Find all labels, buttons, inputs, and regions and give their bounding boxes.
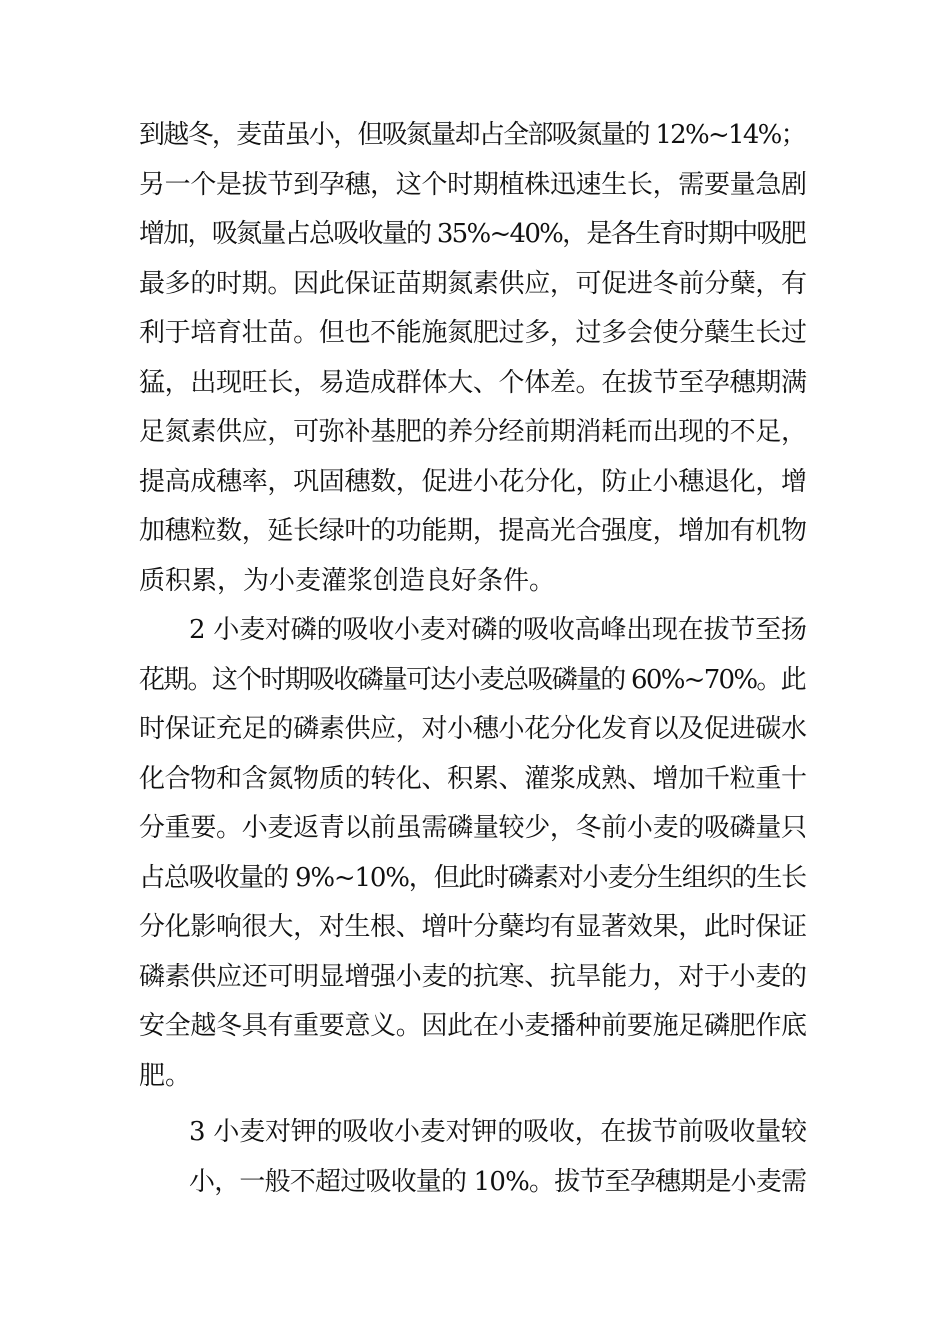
text-line: 提高成穗率，巩固穗数，促进小花分化，防止小穗退化，增 xyxy=(139,467,807,497)
paragraph-heading-line: 3 小麦对钾的吸收小麦对钾的吸收，在拔节前吸收量较 xyxy=(189,1117,807,1147)
text-line: 肥。 xyxy=(139,1061,192,1091)
text-line: 猛，出现旺长，易造成群体大、个体差。在拔节至孕穗期满 xyxy=(139,368,807,398)
text-line: 时保证充足的磷素供应，对小穗小花分化发育以及促进碳水 xyxy=(139,714,807,744)
text-line: 分重要。小麦返青以前虽需磷量较少，冬前小麦的吸磷量只 xyxy=(139,813,807,843)
text-line: 安全越冬具有重要意义。因此在小麦播种前要施足磷肥作底 xyxy=(139,1011,807,1041)
paragraph-heading-line: 2 小麦对磷的吸收小麦对磷的吸收高峰出现在拔节至扬 xyxy=(189,615,807,645)
text-line: 小，一般不超过吸收量的 10%。拔节至孕穗期是小麦需 xyxy=(189,1167,807,1197)
text-line: 足氮素供应，可弥补基肥的养分经前期消耗而出现的不足， xyxy=(139,417,807,447)
text-line: 最多的时期。因此保证苗期氮素供应，可促进冬前分蘖，有 xyxy=(139,269,807,299)
text-line: 利于培育壮苗。但也不能施氮肥过多，过多会使分蘖生长过 xyxy=(139,318,807,348)
text-line: 占总吸收量的 9%~10%，但此时磷素对小麦分生组织的生长 xyxy=(139,863,806,893)
text-line: 另一个是拔节到孕穗，这个时期植株迅速生长，需要量急剧 xyxy=(139,170,807,200)
text-line: 花期。这个时期吸收磷量可达小麦总吸磷量的 60%~70%。此 xyxy=(139,665,805,695)
text-line: 化合物和含氮物质的转化、积累、灌浆成熟、增加千粒重十 xyxy=(139,764,807,794)
text-line: 增加，吸氮量占总吸收量的 35%~40%，是各生育时期中吸肥 xyxy=(139,219,805,249)
text-line: 分化影响很大，对生根、增叶分蘖均有显著效果，此时保证 xyxy=(139,912,807,942)
text-line: 到越冬，麦苗虽小，但吸氮量却占全部吸氮量的 12%~14%； xyxy=(139,120,805,150)
text-line: 加穗粒数，延长绿叶的功能期，提高光合强度，增加有机物 xyxy=(139,516,807,546)
text-line: 质积累，为小麦灌浆创造良好条件。 xyxy=(139,566,556,596)
text-line: 磷素供应还可明显增强小麦的抗寒、抗旱能力，对于小麦的 xyxy=(139,962,807,992)
